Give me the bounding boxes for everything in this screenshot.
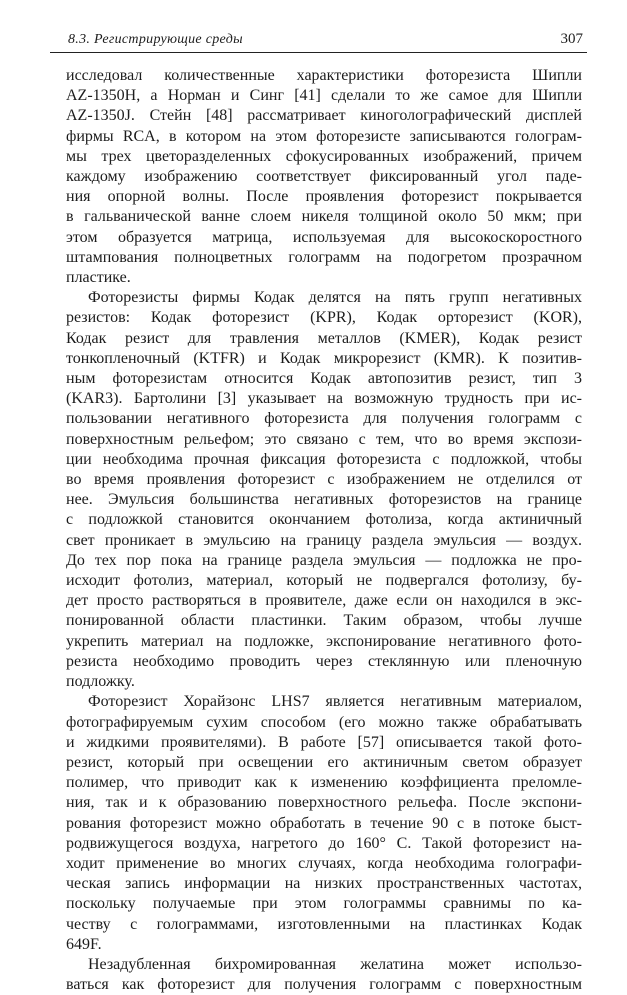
text-line: и жидкими проявителями). В работе [57] описывается такой фото- bbox=[66, 733, 582, 751]
text-line: поскольку получаемые при этом голограммы сравнимы по ка- bbox=[66, 895, 582, 913]
text-line: Кодак резист для травления металлов (KMER), Кодак резист bbox=[66, 329, 582, 347]
text-line: ным фоторезистам относится Кодак автопозитив резист, тип 3 bbox=[66, 370, 582, 388]
text-line: подложку. bbox=[66, 673, 135, 691]
text-line: поверхностным рельефом; это связано с тем, что во время экспози- bbox=[66, 430, 582, 448]
text-line: дет просто растворяться в проявителе, даже если он находился в экс- bbox=[66, 592, 582, 610]
text-line: мы трех цветоразделенных сфокусированных изображений, причем bbox=[66, 147, 582, 165]
text-line: Незадубленная бихромированная желатина может использо- bbox=[88, 955, 582, 973]
paragraph-1 bbox=[66, 66, 582, 288]
paragraph-4 bbox=[66, 955, 582, 995]
text-line: ния, так и к образованию поверхностного рельефа. После экспони- bbox=[66, 794, 582, 812]
text-line: укрепить материал на подложке, экспонирование негативного фото- bbox=[66, 632, 582, 650]
text-line: нее. Эмульсия большинства негативных фоторезистов на границе bbox=[66, 491, 582, 509]
text-line: Фоторезисты фирмы Кодак делятся на пять групп негативных bbox=[88, 289, 582, 307]
text-line: штампования полноцветных голограмм на подогретом прозрачном bbox=[66, 248, 582, 266]
text-line: в гальванической ванне слоем никеля толщиной около 50 мкм; при bbox=[66, 208, 582, 226]
text-line: резиста необходимо проводить через стеклянную или пленочную bbox=[66, 652, 582, 670]
text-line: ходит применение во многих случаях, когда необходима голографи- bbox=[66, 854, 582, 872]
text-line: резистов: Кодак фоторезист (KPR), Кодак орторезист (KOR), bbox=[66, 309, 582, 327]
paragraph-2 bbox=[66, 288, 582, 692]
body-text bbox=[66, 66, 582, 995]
text-line: До тех пор пока на границе раздела эмульсия — подложка не про- bbox=[66, 551, 582, 569]
text-line: исходит фотолиз, материал, который не подвергался фотолизу, бу- bbox=[66, 572, 582, 590]
text-line: свет проникает в эмульсию на границу раздела эмульсия — воздух. bbox=[66, 531, 582, 549]
page-number: 307 bbox=[560, 31, 583, 47]
text-line: во время проявления фоторезист с изображением не отделился от bbox=[66, 471, 582, 489]
paragraph-3 bbox=[66, 692, 582, 955]
text-line: этом образуется матрица, используемая для высокоскоростного bbox=[66, 228, 582, 246]
text-line: с подложкой становится окончанием фотолиза, когда актиничный bbox=[66, 511, 582, 529]
text-line: AZ-1350H, а Норман и Синг [41] сделали то же самое для Шипли bbox=[66, 87, 582, 105]
text-line: пластике. bbox=[66, 269, 131, 287]
text-line: полимер, что приводит как к изменению коэффициента преломле- bbox=[66, 774, 582, 792]
text-line: понированной области пластинки. Таким образом, чтобы лучше bbox=[66, 612, 582, 630]
text-line: исследовал количественные характеристики фоторезиста Шипли bbox=[66, 67, 582, 84]
text-line: ческая запись информации на низких пространственных частотах, bbox=[66, 875, 582, 893]
running-header bbox=[50, 30, 587, 53]
text-line: рования фоторезист можно обработать в течение 90 с в потоке быст- bbox=[66, 814, 582, 832]
text-line: каждому изображению соответствует фиксированный угол паде- bbox=[66, 168, 582, 186]
text-line: 649F. bbox=[66, 935, 102, 953]
text-line: резист, который при освещении его актиничным светом образует bbox=[66, 753, 582, 771]
text-line: пользовании негативного фоторезиста для получения голограмм с bbox=[66, 410, 582, 428]
section-title: 8.3. Регистрирующие среды bbox=[68, 32, 243, 47]
text-line: (KAR3). Бартолини [3] указывает на возможную трудность при ис- bbox=[66, 390, 582, 408]
text-line: Фоторезист Хорайзонс LHS7 является негативным материалом, bbox=[88, 693, 582, 711]
text-line: ваться как фоторезист для получения голограмм с поверхностным bbox=[66, 976, 582, 994]
text-line: ния опорной волны. После проявления фоторезист покрывается bbox=[66, 188, 582, 206]
text-line: фирмы RCA, в котором на этом фоторезисте записываются голограм- bbox=[66, 127, 582, 145]
text-line: честву с голограммами, изготовленными на пластинках Кодак bbox=[66, 915, 582, 933]
text-line: ции необходима прочная фиксация фоторезиста с подложкой, чтобы bbox=[66, 450, 582, 468]
text-line: AZ-1350J. Стейн [48] рассматривает киноголографический дисплей bbox=[66, 107, 582, 125]
text-line: фотографируемым сухим способом (его можно также обрабатывать bbox=[66, 713, 582, 731]
text-line: родвижущегося воздуха, нагретого до 160° С. Такой фоторезист на- bbox=[66, 834, 582, 852]
text-line: тонкопленочный (KTFR) и Кодак микрорезист (KMR). К позитив- bbox=[66, 349, 582, 367]
